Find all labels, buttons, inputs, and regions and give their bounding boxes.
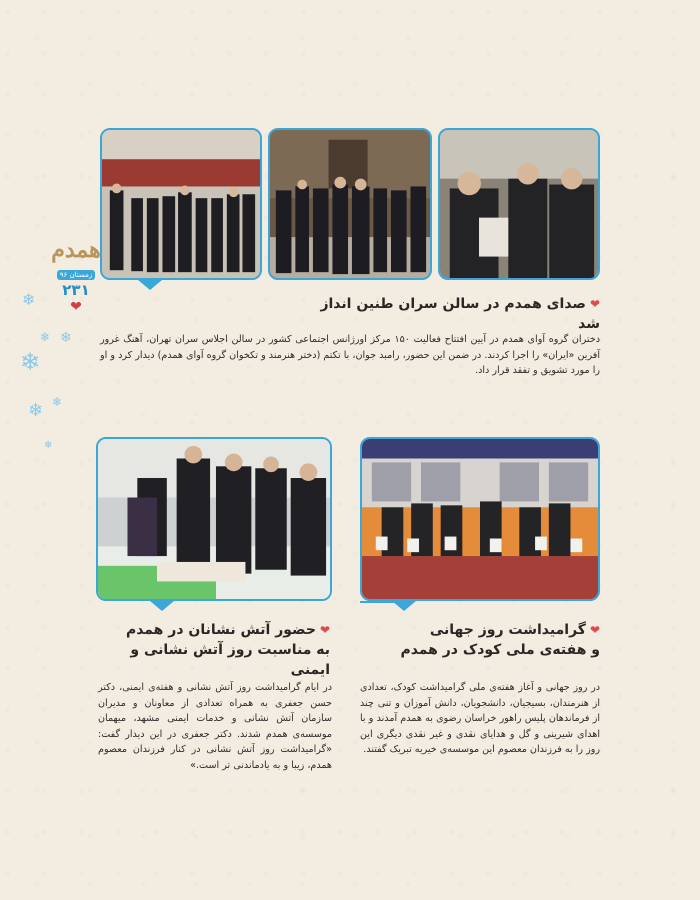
heart-bullet-icon: ❤ xyxy=(589,623,600,637)
snowflake-icon: ❄ xyxy=(28,400,44,421)
article1-title xyxy=(300,294,600,334)
snowflake-icon: ❄ xyxy=(40,330,51,344)
photo-children-day xyxy=(360,437,600,601)
snowflake-icon: ❄ xyxy=(22,290,36,309)
article1-body: دختران گروه آوای همدم در آیین افتتاح فعالیت ۱۵۰ مرکز اورژانس اجتماعی کشور در سالن اجلاس سران تهران، آهنگ غرور آفرین «ایران» را اجرا کردند. در ضمن این حضور، رامبد جوان، با تکتم (دختر هنرمند و تکخوان گروه آوای همدم) دیدار کرد و او را مورد تشویق و تفقد قرار داد. xyxy=(100,334,600,376)
article2-title xyxy=(376,620,600,660)
caption-pointer xyxy=(392,601,416,611)
article2-title-line2: و هفته‌ی ملی کودک در همدم xyxy=(400,642,600,658)
photo-firefighters-visit xyxy=(96,437,332,601)
article1-title-text: صدای همدم در سالن سران طنین انداز شد xyxy=(320,296,600,332)
magazine-brand: همدم xyxy=(51,237,101,263)
caption-line xyxy=(360,601,396,603)
article3-body: در ایام گرامیداشت روز آتش نشانی و هفته‌ی ایمنی، دکتر حسن جعفری به همراه تعدادی از معاونان و مدیران سازمان آتش نشانی و خدمات ایمنی مشهد، میهمان موسسه‌ی همدم شدند. دکتر جعفری در این دیدار گفت: «گرامیداشت روز آتش نشانی در کنار فرزندان معصوم همدم، زیبا و به یادماندنی تر است.» xyxy=(98,682,332,771)
photo-conference-hall xyxy=(100,128,262,280)
article3-title-line1: حضور آتش نشانان در همدم xyxy=(125,622,316,638)
season-label: زمستان ۹۶ xyxy=(57,270,96,280)
caption-pointer xyxy=(138,280,162,290)
article2-title-line1: گرامیداشت روز جهانی xyxy=(429,622,586,638)
magazine-badge xyxy=(50,238,102,315)
article3-title-line2: به مناسبت روز آتش نشانی و ایمنی xyxy=(130,642,330,678)
heart-bullet-icon: ❤ xyxy=(589,297,600,311)
issue-number: ۲۳۱ xyxy=(62,281,90,299)
photo-meeting-singer xyxy=(438,128,600,280)
snowflake-icon: ❄ xyxy=(44,440,53,451)
snowflake-icon: ❄ xyxy=(60,330,72,346)
heart-bullet-icon: ❤ xyxy=(319,623,330,637)
photo-group-event xyxy=(268,128,432,280)
caption-pointer xyxy=(150,601,174,611)
heart-logo-icon: ❤ xyxy=(70,299,82,315)
article3-title xyxy=(110,620,330,680)
article2-body: در روز جهانی و آغاز هفته‌ی ملی گرامیداشت کودک، تعدادی از هنرمندان، بسیجیان، دانشجویان، دانش آموزان و تنی چند از فرماندهان پلیس راهور خراسان رضوی به همدم آمدند و با اهدای شیرینی و گل و هدایای نقدی و غیر نقدی دیگری این روز را به فرزندان معصوم این موسسه‌ی خیریه تبریک گفتند. xyxy=(360,682,600,755)
snowflake-icon: ❄ xyxy=(52,395,63,409)
snowflake-icon: ❄ xyxy=(20,348,41,376)
